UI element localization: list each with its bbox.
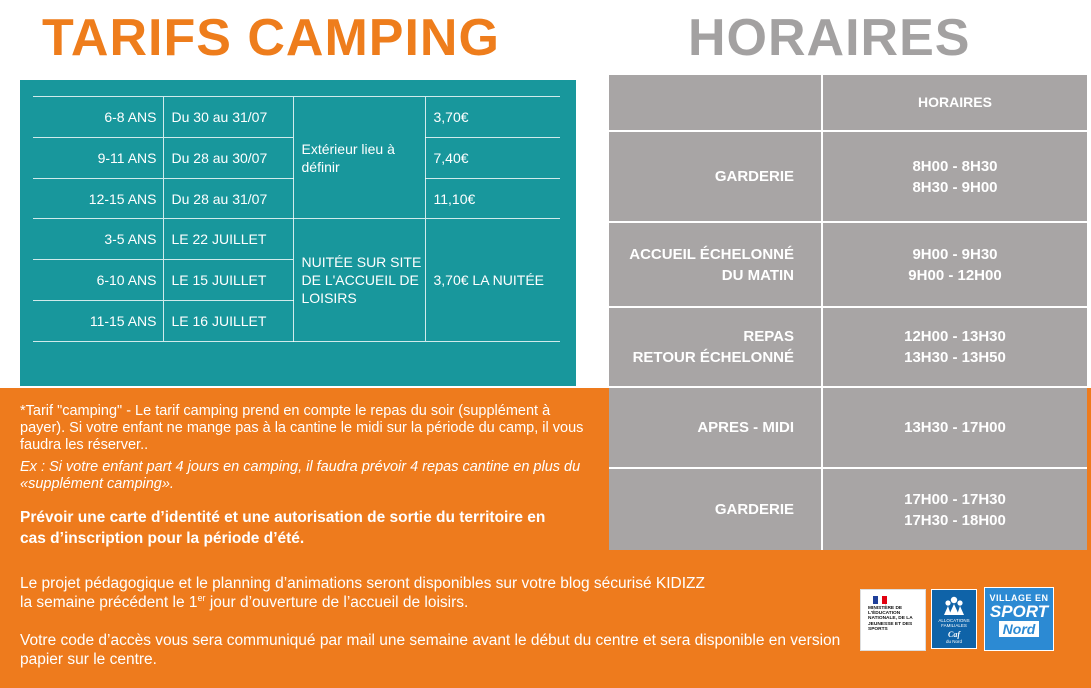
camping-example-note: Ex : Si votre enfant part 4 jours en camping, il faudra prévoir 4 repas cantine en plus du «supplément camping». bbox=[20, 459, 581, 492]
tariff-dates: Du 28 au 31/07 bbox=[163, 178, 293, 219]
schedule-time bbox=[822, 222, 1087, 307]
tarifs-camping-title: TARIFS CAMPING bbox=[42, 9, 500, 67]
schedule-time-line: 9H00 - 9H30 bbox=[912, 245, 998, 263]
schedule-time-line: 9H00 - 12H00 bbox=[908, 266, 1002, 284]
schedule-row bbox=[609, 387, 1087, 468]
camping-tariff-note: *Tarif "camping" - Le tarif camping prend en compte le repas du soir (supplément à payer). Si votre enfant ne mange pas à la cantine le midi sur la période du camp, il vous faudra les réserver.. bbox=[20, 403, 584, 453]
vs-logo-line-2: SPORT bbox=[989, 602, 1049, 621]
french-flag-icon bbox=[873, 596, 887, 604]
schedule-row bbox=[609, 307, 1087, 387]
partner-logos bbox=[860, 587, 1056, 651]
schedule-time-line: 12H00 - 13H30 bbox=[904, 328, 1006, 345]
schedule-label-line: GARDERIE bbox=[714, 501, 794, 518]
tariff-dates: LE 15 JUILLET bbox=[163, 260, 293, 301]
tariff-age: 3-5 ANS bbox=[33, 219, 163, 260]
project-line-2 bbox=[20, 593, 850, 612]
tariff-dates: Du 28 au 30/07 bbox=[163, 137, 293, 178]
schedule-label-line: ACCUEIL ÉCHELONNÉ bbox=[629, 245, 794, 263]
caf-family-icon bbox=[943, 595, 965, 615]
schedule-label-line: RETOUR ÉCHELONNÉ bbox=[632, 349, 794, 366]
caf-logo-name: Caf bbox=[948, 630, 960, 639]
tariff-price: 3,70€ bbox=[425, 97, 560, 138]
schedule-time-line: 17H30 - 18H00 bbox=[904, 511, 1006, 529]
schedule-label-line: APRES - MIDI bbox=[697, 419, 794, 436]
horaires-title: HORAIRES bbox=[688, 9, 971, 67]
schedule-label bbox=[609, 131, 822, 222]
tariff-age: 12-15 ANS bbox=[33, 178, 163, 219]
ministry-logo-text: MINISTÈRE DE L'ÉDUCATION NATIONALE, DE LA JEUNESSE ET DES SPORTS bbox=[868, 606, 913, 632]
schedule-label bbox=[609, 307, 822, 387]
tariff-age: 11-15 ANS bbox=[33, 301, 163, 342]
ministry-logo bbox=[860, 589, 926, 651]
vs-logo-line-3: Nord bbox=[999, 621, 1040, 637]
tariff-dates: LE 16 JUILLET bbox=[163, 301, 293, 342]
project-line-2-start: la semaine précédent le 1 bbox=[20, 594, 198, 611]
tariff-age: 9-11 ANS bbox=[33, 137, 163, 178]
schedule-label bbox=[609, 222, 822, 307]
tariff-row bbox=[33, 219, 560, 260]
schedule-time-line: 8H30 - 9H00 bbox=[912, 178, 998, 196]
tariff-table bbox=[33, 96, 560, 342]
caf-logo-sub: du Nord bbox=[945, 639, 962, 644]
caf-logo-text: ALLOCATIONS FAMILIALES bbox=[938, 618, 970, 628]
tariff-price: 3,70€ LA NUITÉE bbox=[425, 219, 560, 342]
schedule-label bbox=[609, 387, 822, 468]
tariff-price: 11,10€ bbox=[425, 178, 560, 219]
vs-logo-line-1: VILLAGE EN bbox=[989, 593, 1049, 603]
camping-notes bbox=[20, 403, 595, 549]
tariff-place: Extérieur lieu à définir bbox=[293, 97, 425, 219]
schedule-time-line: 13H30 - 17H00 bbox=[904, 419, 1006, 436]
ordinal-superscript: er bbox=[197, 592, 206, 603]
schedule-header-empty bbox=[609, 75, 822, 131]
schedule-time-line: 8H00 - 8H30 bbox=[912, 157, 998, 175]
schedule-time bbox=[822, 131, 1087, 222]
tariff-age: 6-10 ANS bbox=[33, 260, 163, 301]
tariff-price: 7,40€ bbox=[425, 137, 560, 178]
village-en-sport-logo bbox=[984, 587, 1054, 651]
schedule-time-line: 17H00 - 17H30 bbox=[904, 490, 1006, 508]
schedule-time bbox=[822, 468, 1087, 550]
project-line-2-end: jour d’ouverture de l’accueil de loisirs. bbox=[205, 594, 469, 611]
access-code-info: Votre code d’accès vous sera communiqué par mail une semaine avant le début du centre et sera disponible en version papier sur le centre. bbox=[20, 632, 841, 668]
schedule-row bbox=[609, 131, 1087, 222]
schedule-label-line: GARDERIE bbox=[714, 168, 794, 185]
project-line-1: Le projet pédagogique et le planning d’animations seront disponibles sur votre blog sécurisé KIDIZZ bbox=[20, 575, 705, 592]
schedule-header-row bbox=[609, 75, 1087, 131]
schedule-label-line: DU MATIN bbox=[721, 266, 794, 284]
tariff-dates: Du 30 au 31/07 bbox=[163, 97, 293, 138]
schedule-time bbox=[822, 307, 1087, 387]
id-card-note: Prévoir une carte d’identité et une autorisation de sortie du territoire en cas d’inscription pour la période d’été. bbox=[20, 509, 546, 547]
project-info bbox=[20, 574, 850, 612]
tariff-place: NUITÉE SUR SITE DE L'ACCUEIL DE LOISIRS bbox=[293, 219, 425, 342]
schedule-header: HORAIRES bbox=[822, 75, 1087, 131]
schedule-table bbox=[609, 75, 1087, 550]
schedule-row bbox=[609, 468, 1087, 550]
schedule-label bbox=[609, 468, 822, 550]
schedule-row bbox=[609, 222, 1087, 307]
caf-logo bbox=[931, 589, 977, 649]
tariff-dates: LE 22 JUILLET bbox=[163, 219, 293, 260]
schedule-label-line: REPAS bbox=[743, 328, 794, 345]
schedule-time-line: 13H30 - 13H50 bbox=[904, 349, 1006, 366]
tariff-age: 6-8 ANS bbox=[33, 97, 163, 138]
tariff-row bbox=[33, 97, 560, 138]
schedule-time bbox=[822, 387, 1087, 468]
